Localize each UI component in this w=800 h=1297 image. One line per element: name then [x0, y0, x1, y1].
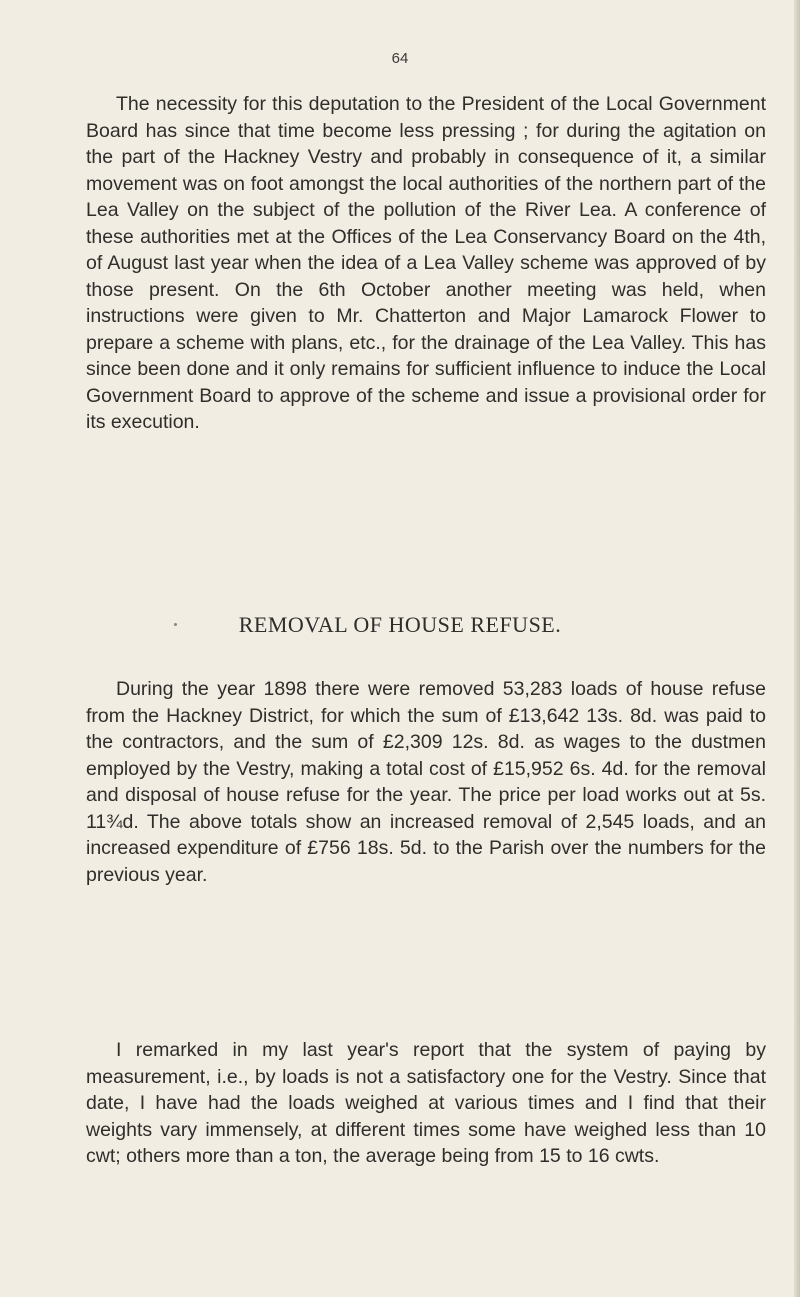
paragraph-measurement-by-loads: I remarked in my last year's report that the system of paying by measurement, i.e., by loads is not a satisfactory one for the Vestry. Since that date, I have had the loads weighed at various times and I find that their weights vary immensely, at different times some have weighed less than 10 cwt; others more than a ton, the average being from 15 to 16 cwts. — [86, 1039, 766, 1167]
page-number: 64 — [391, 50, 409, 67]
paragraph-lea-valley-scheme: The necessity for this deputation to the President of the Local Government Board has since that time become less pressing ; for during the agitation on the part of the Hackney Vestry and probably in consequence of it, a similar movement was on foot amongst the local authorities of the northern part of the Lea Valley on the subject of the pollution of the River Lea. A conference of these authorities met at the Offices of the Lea Conservancy Board on the 4th, of August last year when the idea of a Lea Valley scheme was approved of by those present. On the 6th October another meeting was held, when instructions were given to Mr. Chatterton and Major Lamarock Flower to prepare a scheme with plans, etc., for the drainage of the Lea Valley. This has since been done and it only remains for sufficient influence to induce the Local Government Board to approve of the scheme and issue a provisional order for its execution. — [86, 93, 766, 433]
page-edge-shadow — [794, 0, 800, 1297]
paragraph-refuse-removal-costs: During the year 1898 there were removed 53,283 loads of house refuse from the Hackney District, for which the sum of £13,642 13s. 8d. was paid to the contractors, and the sum of £2,309 12s. 8d. as wages to the dustmen employed by the Vestry, making a total cost of £15,952 6s. 4d. for the removal and disposal of house refuse for the year. The price per load works out at 5s. 11¾d. The above totals show an increased removal of 2,545 loads, and an increased expenditure of £756 18s. 5d. to the Parish over the numbers for the previous year. — [86, 678, 766, 886]
section-heading: REMOVAL OF HOUSE REFUSE. — [238, 612, 562, 637]
